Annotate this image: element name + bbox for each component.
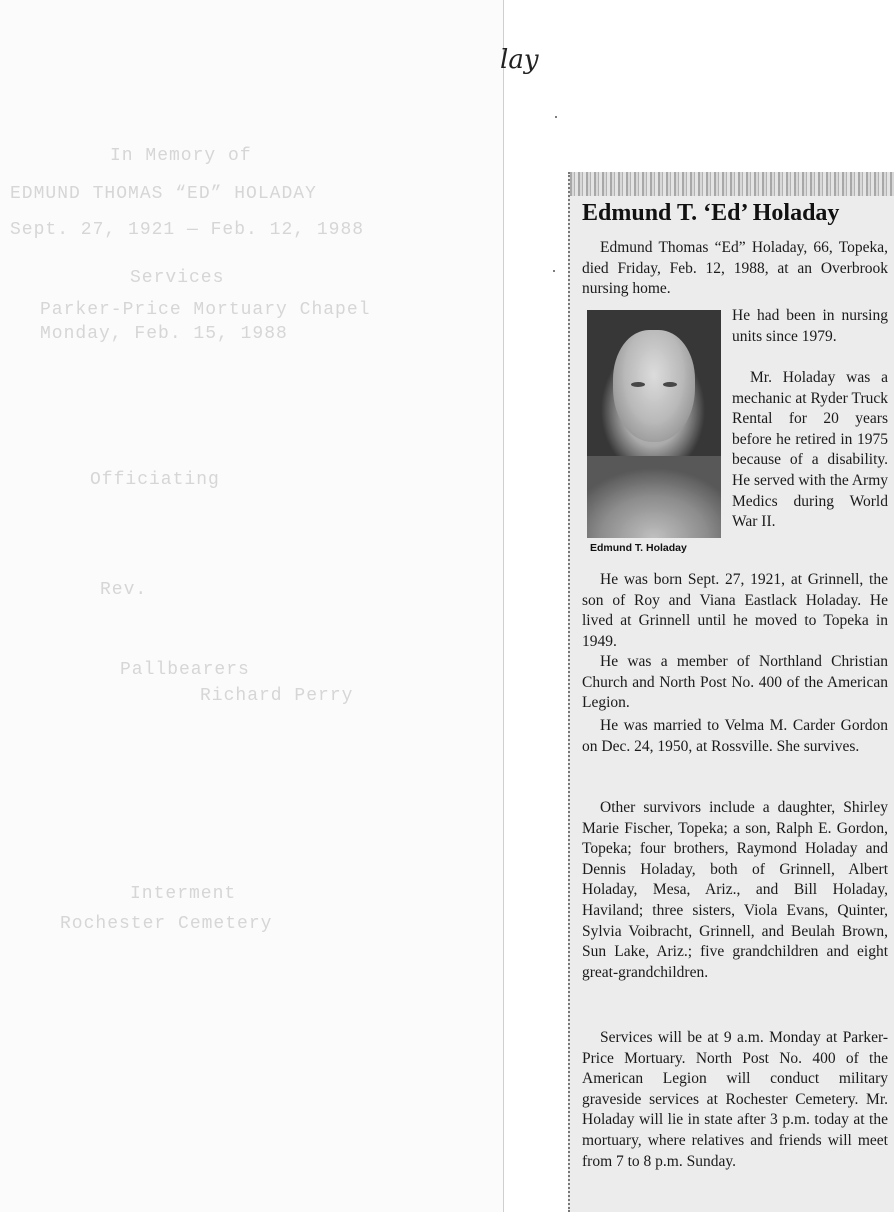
faded-line: Richard Perry (200, 686, 354, 706)
newspaper-clipping (568, 172, 894, 1212)
obituary-headline: Edmund T. ‘Ed’ Holaday (582, 200, 840, 226)
speck (553, 270, 555, 272)
speck (555, 116, 557, 118)
obituary-paragraph: Services will be at 9 a.m. Monday at Parker-Price Mortuary. North Post No. 400 of the American Legion will conduct military graveside services at Rochester Cemetery. Mr. Holaday will lie in state after 3 p.m. today at the mortuary, where relatives and friends will meet from 7 to 8 p.m. Sunday. (582, 1029, 888, 1170)
portrait-photo (587, 310, 721, 538)
obituary-paragraph: He was a member of Northland Christian Church and North Post No. 400 of the American Legion. (582, 653, 888, 712)
portrait-head (613, 330, 695, 442)
obituary-paragraph: Edmund Thomas “Ed” Holaday, 66, Topeka, died Friday, Feb. 12, 1988, at an Overbrook nursing home. (582, 239, 888, 298)
faded-line: Monday, Feb. 15, 1988 (40, 324, 288, 344)
faded-line: Pallbearers (120, 660, 250, 680)
faded-line: Officiating (90, 470, 220, 490)
photo-caption: Edmund T. Holaday (590, 542, 687, 554)
portrait-eye (663, 382, 677, 387)
portrait-eye (631, 382, 645, 387)
obituary-paragraph: Other survivors include a daughter, Shirley Marie Fischer, Topeka; a son, Ralph E. Gordon, Topeka; four brothers, Raymond Holaday and Dennis Holaday, both of Grinnell, Albert Holaday, Mesa, Ariz., and Bill Holaday, Haviland; three sisters, Viola Evans, Quinter, Sylvia Voibracht, Grinnell, and Beulah Brown, Sun Lake, Ariz.; five grandchildren and eight great-grandchildren. (582, 799, 888, 981)
faded-line: Services (130, 268, 225, 288)
handwritten-annotation: lay (500, 45, 539, 75)
faded-line: In Memory of (110, 146, 252, 166)
obituary-paragraph: He had been in nursing units since 1979. (732, 307, 888, 345)
faded-line: Rochester Cemetery (60, 914, 273, 934)
faded-line: Rev. (100, 580, 148, 600)
faded-line: EDMUND THOMAS “ED” HOLADAY (10, 184, 317, 204)
obituary-paragraph: He was born Sept. 27, 1921, at Grinnell, the son of Roy and Viana Eastlack Holaday. He lived at Grinnell until he moved to Topeka in 1949. (582, 571, 888, 650)
portrait-shoulders (587, 456, 721, 538)
obituary-paragraph: Mr. Holaday was a mechanic at Ryder Truck Rental for 20 years before he retired in 1975 because of a disability. He served with the Army Medics during World War II. (732, 369, 888, 531)
obituary-paragraph: He was married to Velma M. Carder Gordon on Dec. 24, 1950, at Rossville. She survives. (582, 717, 888, 755)
faded-line: Parker-Price Mortuary Chapel (40, 300, 371, 320)
faded-line: Interment (130, 884, 237, 904)
faded-line: Sept. 27, 1921 — Feb. 12, 1988 (10, 220, 365, 240)
